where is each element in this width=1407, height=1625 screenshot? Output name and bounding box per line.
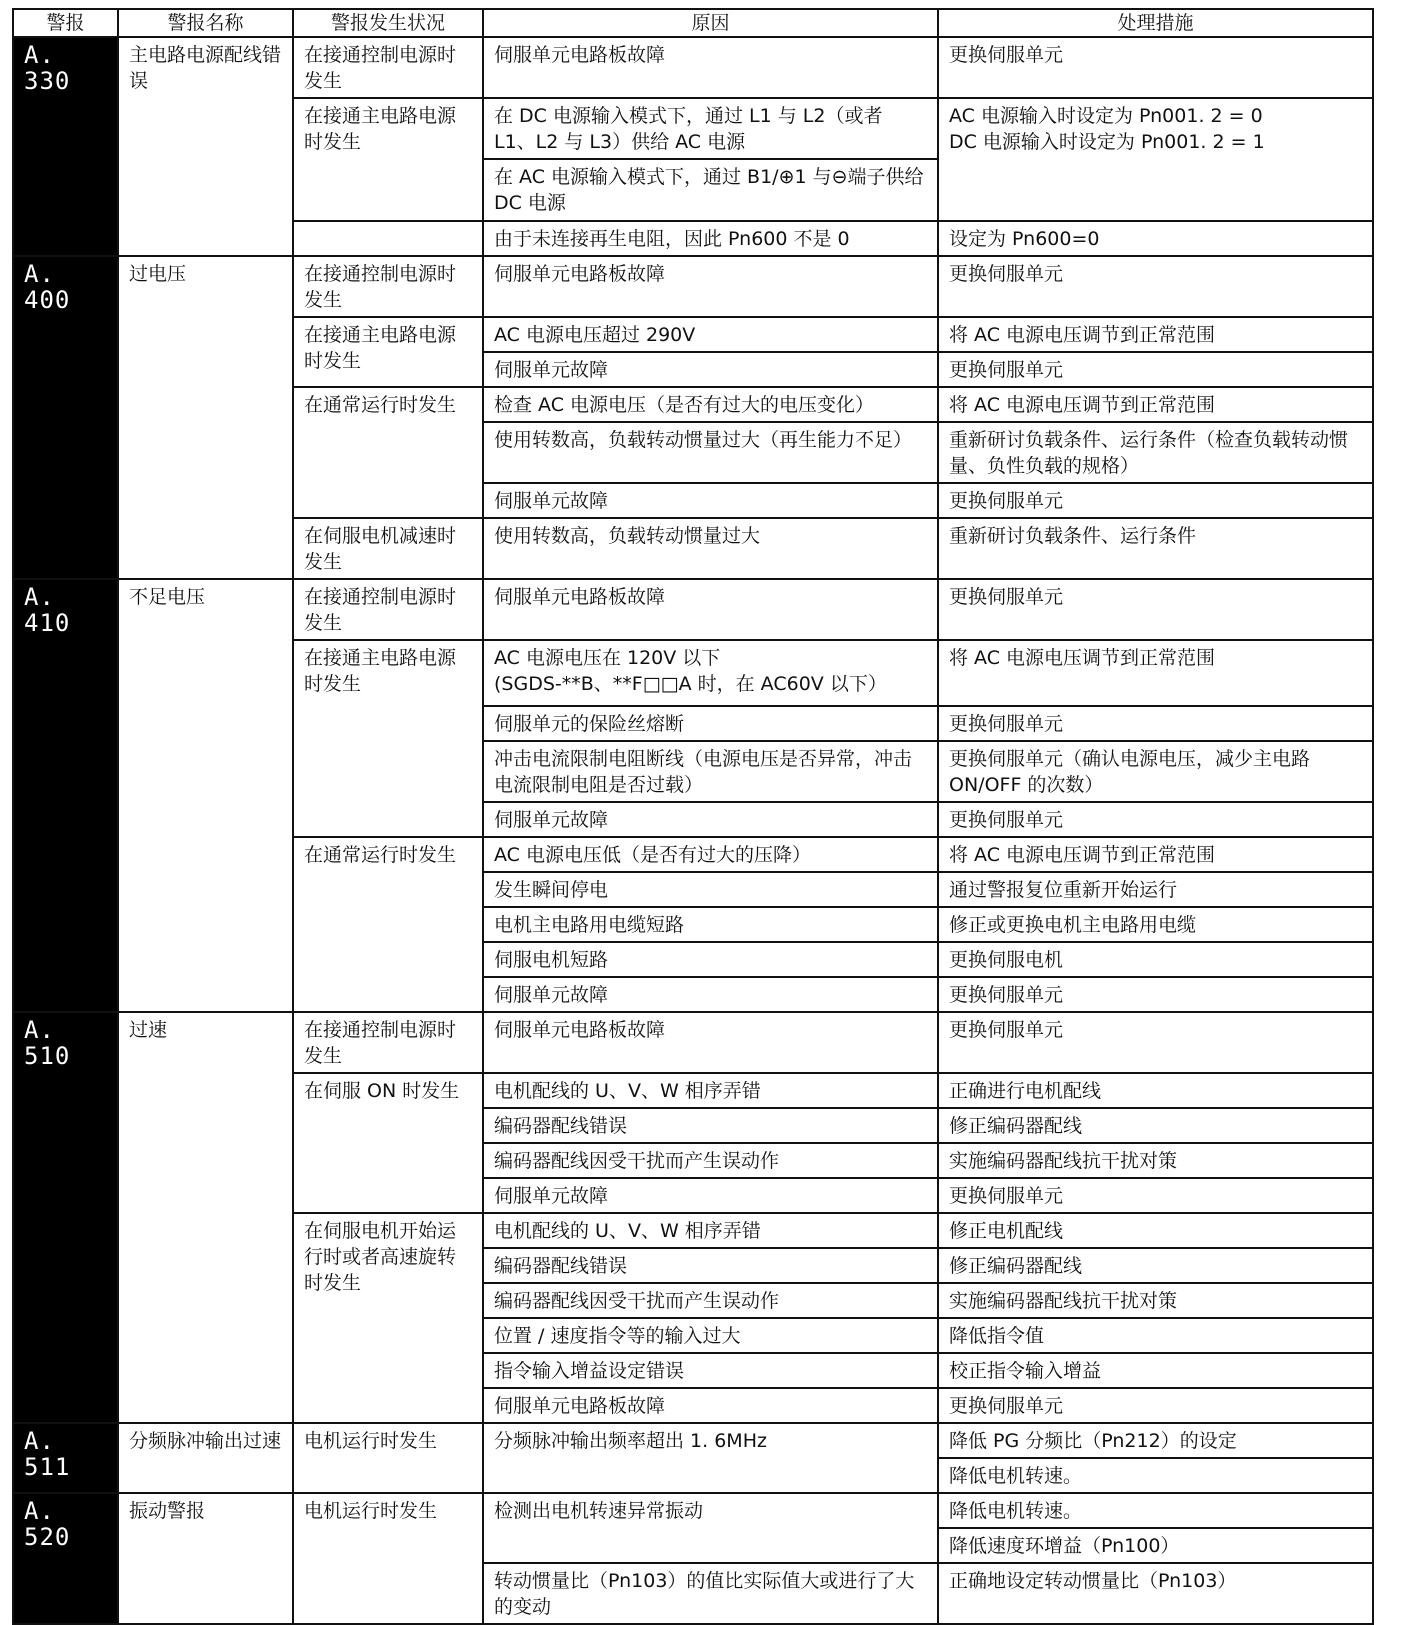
cause-cell: 伺服单元故障 bbox=[483, 352, 938, 387]
alarm-table bbox=[12, 8, 1374, 1625]
action-cell: 更换伺服单元 bbox=[938, 352, 1373, 387]
cause-line: (SGDS-**B、**F□□A 时，在 AC60V 以下） bbox=[494, 673, 887, 695]
action-cell: 设定为 Pn600=0 bbox=[938, 221, 1373, 256]
cause-cell: 检查 AC 电源电压（是否有过大的电压变化） bbox=[483, 387, 938, 422]
cause-cell: 转动惯量比（Pn103）的值比实际值大或进行了大的变动 bbox=[483, 1563, 938, 1624]
situation-cell: 在接通控制电源时发生 bbox=[293, 256, 483, 317]
header-action: 处理措施 bbox=[938, 9, 1373, 37]
action-cell: 重新研讨负载条件、运行条件 bbox=[938, 518, 1373, 579]
action-cell: 降低指令值 bbox=[938, 1318, 1373, 1353]
alarm-code: A. 400 bbox=[13, 256, 118, 579]
cause-cell: 编码器配线错误 bbox=[483, 1108, 938, 1143]
alarm-table-container bbox=[12, 8, 1374, 1625]
cause-cell: 电机配线的 U、V、W 相序弄错 bbox=[483, 1213, 938, 1248]
action-cell: 将 AC 电源电压调节到正常范围 bbox=[938, 317, 1373, 352]
alarm-name: 主电路电源配线错误 bbox=[118, 37, 293, 256]
action-cell: 将 AC 电源电压调节到正常范围 bbox=[938, 837, 1373, 872]
table-header bbox=[13, 9, 1373, 37]
action-cell: 更换伺服单元 bbox=[938, 706, 1373, 741]
action-cell: 更换伺服单元 bbox=[938, 802, 1373, 837]
action-cell: 更换伺服单元 bbox=[938, 37, 1373, 98]
cause-cell: 使用转数高，负载转动惯量过大（再生能力不足） bbox=[483, 422, 938, 483]
cause-cell: 在 AC 电源输入模式下，通过 B1/⊕1 与⊖端子供给 DC 电源 bbox=[483, 159, 938, 221]
header-situation: 警报发生状况 bbox=[293, 9, 483, 37]
cause-cell: 编码器配线错误 bbox=[483, 1248, 938, 1283]
cause-cell: 编码器配线因受干扰而产生误动作 bbox=[483, 1283, 938, 1318]
action-cell: 正确地设定转动惯量比（Pn103） bbox=[938, 1563, 1373, 1624]
cause-cell: AC 电源电压超过 290V bbox=[483, 317, 938, 352]
table-row bbox=[13, 256, 1373, 317]
table-row bbox=[13, 1493, 1373, 1528]
action-cell: 将 AC 电源电压调节到正常范围 bbox=[938, 640, 1373, 706]
cause-cell: AC 电源电压低（是否有过大的压降） bbox=[483, 837, 938, 872]
action-cell: 更换伺服单元 bbox=[938, 977, 1373, 1012]
action-cell: 更换伺服单元 bbox=[938, 256, 1373, 317]
action-cell: 更换伺服电机 bbox=[938, 942, 1373, 977]
cause-cell: 冲击电流限制电阻断线（电源电压是否异常，冲击电流限制电阻是否过载） bbox=[483, 741, 938, 802]
table-row bbox=[13, 1012, 1373, 1073]
cause-cell: 伺服单元的保险丝熔断 bbox=[483, 706, 938, 741]
action-cell: 实施编码器配线抗干扰对策 bbox=[938, 1143, 1373, 1178]
situation-cell: 在伺服电机开始运行时或者高速旋转时发生 bbox=[293, 1213, 483, 1423]
action-cell: 重新研讨负载条件、运行条件（检查负载转动惯量、负性负载的规格） bbox=[938, 422, 1373, 483]
table-row bbox=[13, 1423, 1373, 1458]
action-cell: 通过警报复位重新开始运行 bbox=[938, 872, 1373, 907]
header-name: 警报名称 bbox=[118, 9, 293, 37]
action-cell: 更换伺服单元 bbox=[938, 1388, 1373, 1423]
cause-cell: 分频脉冲输出频率超出 1. 6MHz bbox=[483, 1423, 938, 1493]
cause-cell: 伺服单元电路板故障 bbox=[483, 37, 938, 98]
cause-cell bbox=[483, 640, 938, 706]
action-cell: 降低速度环增益（Pn100） bbox=[938, 1528, 1373, 1563]
action-cell: 修正或更换电机主电路用电缆 bbox=[938, 907, 1373, 942]
alarm-code: A. 520 bbox=[13, 1493, 118, 1624]
action-cell: 更换伺服单元 bbox=[938, 579, 1373, 640]
action-cell: 降低电机转速。 bbox=[938, 1493, 1373, 1528]
cause-cell: 指令输入增益设定错误 bbox=[483, 1353, 938, 1388]
situation-cell: 电机运行时发生 bbox=[293, 1423, 483, 1493]
cause-cell: 伺服单元故障 bbox=[483, 483, 938, 518]
action-cell bbox=[938, 98, 1373, 221]
alarm-code: A. 511 bbox=[13, 1423, 118, 1493]
alarm-name: 过电压 bbox=[118, 256, 293, 579]
alarm-name: 分频脉冲输出过速 bbox=[118, 1423, 293, 1493]
action-cell: 修正编码器配线 bbox=[938, 1248, 1373, 1283]
cause-cell: 发生瞬间停电 bbox=[483, 872, 938, 907]
action-cell: 更换伺服单元 bbox=[938, 483, 1373, 518]
situation-cell: 在通常运行时发生 bbox=[293, 837, 483, 1012]
table-row bbox=[13, 579, 1373, 640]
alarm-name: 不足电压 bbox=[118, 579, 293, 1012]
cause-cell: 伺服单元电路板故障 bbox=[483, 1012, 938, 1073]
cause-cell: 伺服单元故障 bbox=[483, 977, 938, 1012]
situation-cell: 在通常运行时发生 bbox=[293, 387, 483, 518]
alarm-name: 过速 bbox=[118, 1012, 293, 1423]
cause-cell: 伺服单元故障 bbox=[483, 1178, 938, 1213]
situation-cell: 在接通控制电源时发生 bbox=[293, 579, 483, 640]
cause-cell: 电机主电路用电缆短路 bbox=[483, 907, 938, 942]
situation-cell: 在伺服 ON 时发生 bbox=[293, 1073, 483, 1213]
header-alarm: 警报 bbox=[13, 9, 118, 37]
action-cell: 修正电机配线 bbox=[938, 1213, 1373, 1248]
action-cell: 正确进行电机配线 bbox=[938, 1073, 1373, 1108]
action-cell: 更换伺服单元 bbox=[938, 1012, 1373, 1073]
header-cause: 原因 bbox=[483, 9, 938, 37]
cause-cell: 位置 / 速度指令等的输入过大 bbox=[483, 1318, 938, 1353]
action-cell: 降低电机转速。 bbox=[938, 1458, 1373, 1493]
cause-cell: 电机配线的 U、V、W 相序弄错 bbox=[483, 1073, 938, 1108]
situation-cell: 在接通主电路电源时发生 bbox=[293, 317, 483, 387]
alarm-name: 振动警报 bbox=[118, 1493, 293, 1624]
situation-cell: 电机运行时发生 bbox=[293, 1493, 483, 1624]
action-cell: 更换伺服单元（确认电源电压，减少主电路 ON/OFF 的次数） bbox=[938, 741, 1373, 802]
alarm-code: A. 510 bbox=[13, 1012, 118, 1423]
action-line: DC 电源输入时设定为 Pn001. 2 = 1 bbox=[949, 131, 1265, 153]
situation-cell: 在接通主电路电源时发生 bbox=[293, 98, 483, 221]
situation-cell: 在接通控制电源时发生 bbox=[293, 37, 483, 98]
cause-cell: 在 DC 电源输入模式下，通过 L1 与 L2（或者 L1、L2 与 L3）供给 AC 电源 bbox=[483, 98, 938, 159]
action-cell: 降低 PG 分频比（Pn212）的设定 bbox=[938, 1423, 1373, 1458]
action-cell: 实施编码器配线抗干扰对策 bbox=[938, 1283, 1373, 1318]
table-row bbox=[13, 37, 1373, 98]
cause-cell: 伺服单元电路板故障 bbox=[483, 579, 938, 640]
situation-cell: 在伺服电机减速时发生 bbox=[293, 518, 483, 579]
situation-cell: 在接通主电路电源时发生 bbox=[293, 640, 483, 837]
action-cell: 修正编码器配线 bbox=[938, 1108, 1373, 1143]
action-cell: 校正指令输入增益 bbox=[938, 1353, 1373, 1388]
action-cell: 更换伺服单元 bbox=[938, 1178, 1373, 1213]
alarm-code: A. 330 bbox=[13, 37, 118, 256]
action-line: AC 电源输入时设定为 Pn001. 2 = 0 bbox=[949, 105, 1263, 127]
cause-cell: 编码器配线因受干扰而产生误动作 bbox=[483, 1143, 938, 1178]
situation-cell: 在接通控制电源时发生 bbox=[293, 1012, 483, 1073]
action-cell: 将 AC 电源电压调节到正常范围 bbox=[938, 387, 1373, 422]
cause-cell: 伺服单元电路板故障 bbox=[483, 256, 938, 317]
cause-cell: 使用转数高，负载转动惯量过大 bbox=[483, 518, 938, 579]
alarm-code: A. 410 bbox=[13, 579, 118, 1012]
situation-cell bbox=[293, 221, 483, 256]
cause-cell: 由于未连接再生电阻，因此 Pn600 不是 0 bbox=[483, 221, 938, 256]
cause-line: AC 电源电压在 120V 以下 bbox=[494, 647, 721, 669]
cause-cell: 伺服单元故障 bbox=[483, 802, 938, 837]
cause-cell: 伺服单元电路板故障 bbox=[483, 1388, 938, 1423]
cause-cell: 伺服电机短路 bbox=[483, 942, 938, 977]
cause-cell: 检测出电机转速异常振动 bbox=[483, 1493, 938, 1563]
